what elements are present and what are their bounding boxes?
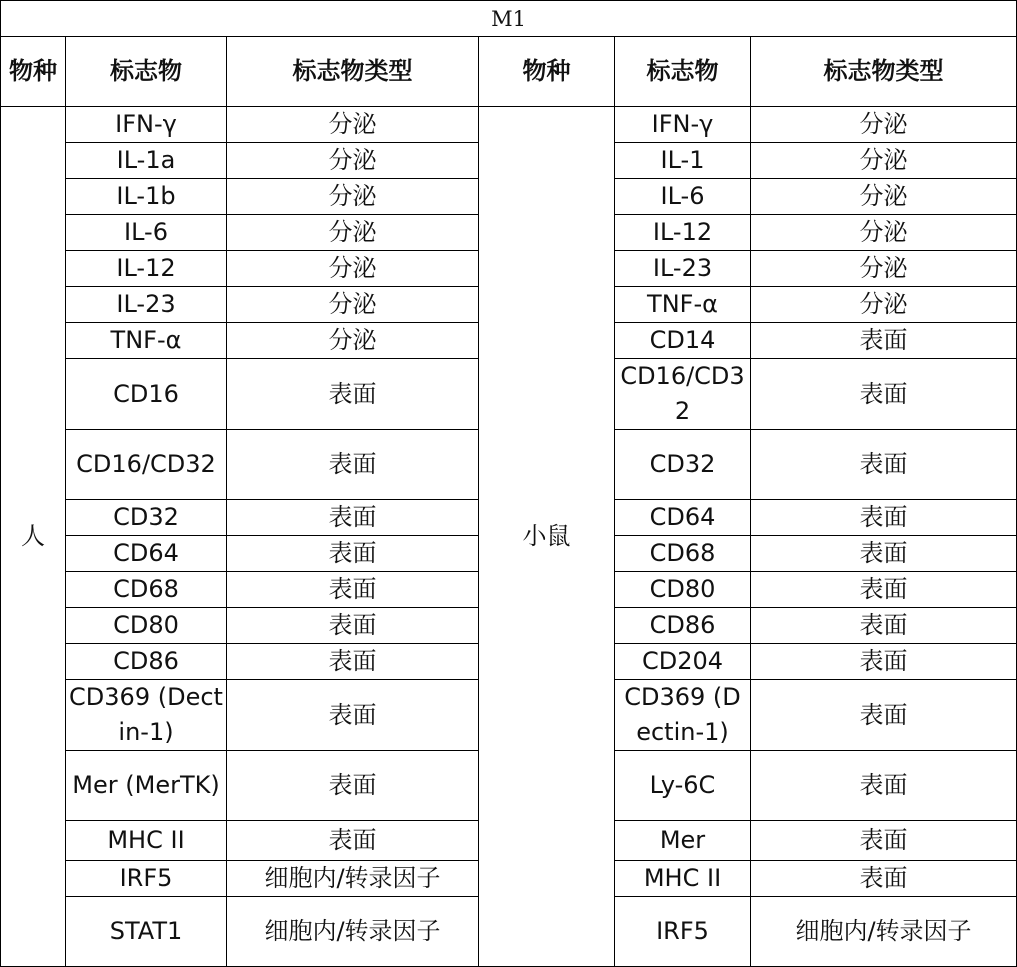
human-marker: TNF-α [66, 323, 227, 359]
mouse-marker: IFN-γ [615, 107, 751, 143]
table-row [1, 107, 1017, 143]
header-mouse-species: 物种 [479, 37, 615, 107]
human-type: 表面 [227, 608, 479, 644]
mouse-marker: Ly-6C [615, 751, 751, 821]
human-type: 分泌 [227, 287, 479, 323]
human-type: 分泌 [227, 215, 479, 251]
human-type: 细胞内/转录因子 [227, 897, 479, 967]
mouse-type: 分泌 [751, 251, 1017, 287]
mouse-type: 分泌 [751, 179, 1017, 215]
mouse-marker: IRF5 [615, 897, 751, 967]
mouse-marker: CD14 [615, 323, 751, 359]
mouse-marker: CD16/CD32 [615, 359, 751, 430]
human-type: 分泌 [227, 107, 479, 143]
mouse-type: 表面 [751, 680, 1017, 751]
mouse-marker: TNF-α [615, 287, 751, 323]
human-type: 表面 [227, 500, 479, 536]
human-marker: CD32 [66, 500, 227, 536]
human-type: 表面 [227, 680, 479, 751]
human-type: 表面 [227, 644, 479, 680]
human-marker: Mer (MerTK) [66, 751, 227, 821]
table-title: M1 [1, 1, 1017, 37]
human-marker: STAT1 [66, 897, 227, 967]
human-marker: IL-12 [66, 251, 227, 287]
mouse-type: 分泌 [751, 215, 1017, 251]
human-marker: CD16/CD32 [66, 430, 227, 500]
human-type: 分泌 [227, 251, 479, 287]
mouse-type: 表面 [751, 323, 1017, 359]
mouse-marker: CD64 [615, 500, 751, 536]
human-marker: IL-1b [66, 179, 227, 215]
human-type: 分泌 [227, 323, 479, 359]
human-type: 表面 [227, 821, 479, 861]
human-type: 分泌 [227, 179, 479, 215]
species-mouse: 小鼠 [479, 107, 615, 967]
human-marker: IFN-γ [66, 107, 227, 143]
mouse-type: 分泌 [751, 143, 1017, 179]
mouse-type: 表面 [751, 430, 1017, 500]
human-marker: IL-1a [66, 143, 227, 179]
human-marker: CD80 [66, 608, 227, 644]
mouse-marker: CD86 [615, 608, 751, 644]
human-marker: CD16 [66, 359, 227, 430]
human-marker: CD369 (Dectin-1) [66, 680, 227, 751]
human-type: 表面 [227, 359, 479, 430]
table-body [1, 1, 1017, 967]
header-human-marker: 标志物 [66, 37, 227, 107]
mouse-type: 表面 [751, 500, 1017, 536]
human-marker: CD86 [66, 644, 227, 680]
mouse-marker: IL-23 [615, 251, 751, 287]
mouse-marker: IL-6 [615, 179, 751, 215]
human-type: 表面 [227, 536, 479, 572]
title-row [1, 1, 1017, 37]
mouse-type: 分泌 [751, 287, 1017, 323]
header-mouse-type: 标志物类型 [751, 37, 1017, 107]
human-marker: IL-6 [66, 215, 227, 251]
header-mouse-marker: 标志物 [615, 37, 751, 107]
mouse-type: 表面 [751, 821, 1017, 861]
mouse-type: 表面 [751, 644, 1017, 680]
human-marker: MHC II [66, 821, 227, 861]
mouse-marker: MHC II [615, 861, 751, 897]
human-marker: CD68 [66, 572, 227, 608]
mouse-type: 表面 [751, 536, 1017, 572]
mouse-marker: IL-12 [615, 215, 751, 251]
human-type: 表面 [227, 430, 479, 500]
human-marker: IL-23 [66, 287, 227, 323]
mouse-marker: Mer [615, 821, 751, 861]
mouse-type: 表面 [751, 861, 1017, 897]
mouse-type: 表面 [751, 751, 1017, 821]
human-type: 细胞内/转录因子 [227, 861, 479, 897]
mouse-marker: CD68 [615, 536, 751, 572]
header-human-type: 标志物类型 [227, 37, 479, 107]
mouse-type: 表面 [751, 608, 1017, 644]
mouse-marker: IL-1 [615, 143, 751, 179]
mouse-type: 分泌 [751, 107, 1017, 143]
human-type: 表面 [227, 572, 479, 608]
human-marker: IRF5 [66, 861, 227, 897]
mouse-type: 表面 [751, 572, 1017, 608]
header-human-species: 物种 [1, 37, 66, 107]
mouse-marker: CD80 [615, 572, 751, 608]
human-type: 表面 [227, 751, 479, 821]
species-human: 人 [1, 107, 66, 967]
mouse-type: 细胞内/转录因子 [751, 897, 1017, 967]
header-row [1, 37, 1017, 107]
mouse-type: 表面 [751, 359, 1017, 430]
human-marker: CD64 [66, 536, 227, 572]
mouse-marker: CD32 [615, 430, 751, 500]
mouse-marker: CD204 [615, 644, 751, 680]
human-type: 分泌 [227, 143, 479, 179]
mouse-marker: CD369 (Dectin-1) [615, 680, 751, 751]
